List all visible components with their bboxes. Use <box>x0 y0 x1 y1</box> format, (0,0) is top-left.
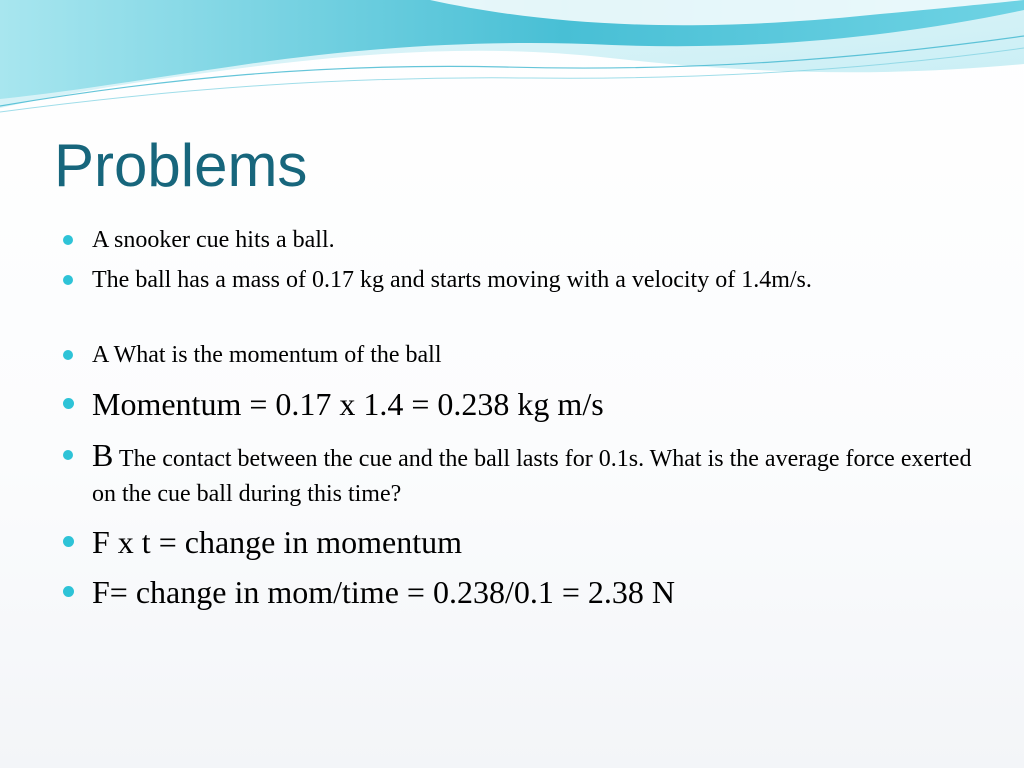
question-part-label: B <box>92 437 114 473</box>
bullet-text: F= change in mom/time = 0.238/0.1 = 2.38 N <box>92 574 675 610</box>
bullet-text: Momentum = 0.17 x 1.4 = 0.238 kg m/s <box>92 386 604 422</box>
bullet-item <box>92 263 972 298</box>
bullet-item <box>92 570 972 614</box>
bullet-text: A What is the momentum of the ball <box>92 342 442 368</box>
bullet-text: The ball has a mass of 0.17 kg and starts moving with a velocity of 1.4m/s. <box>92 267 812 293</box>
bullet-item <box>92 223 972 258</box>
bullet-item <box>92 338 972 373</box>
bullet-dot-icon <box>63 235 73 245</box>
bullet-dot-icon <box>63 586 74 597</box>
bullet-dot-icon <box>63 450 73 460</box>
bullet-item <box>92 520 972 564</box>
bullet-dot-icon <box>63 275 73 285</box>
bullet-item <box>92 438 972 512</box>
bullet-item <box>92 382 972 426</box>
bullet-dot-icon <box>63 350 73 360</box>
bullet-text: F x t = change in momentum <box>92 524 462 560</box>
bullet-text: A snooker cue hits a ball. <box>92 227 335 253</box>
bullet-dot-icon <box>63 536 74 547</box>
slide-title: Problems <box>54 132 308 199</box>
bullet-text: The contact between the cue and the ball lasts for 0.1s. What is the average force exerted on the cue ball during this time? <box>92 446 972 507</box>
bullet-dot-icon <box>63 398 74 409</box>
